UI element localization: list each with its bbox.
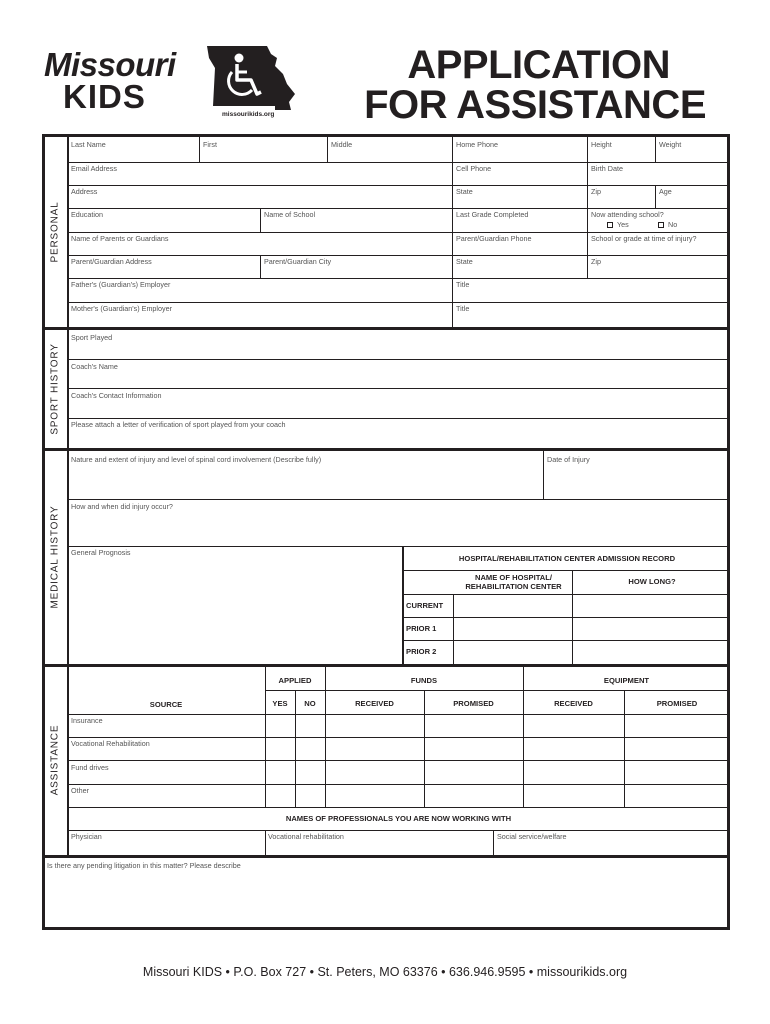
education-field[interactable]: Education — [71, 210, 103, 219]
application-form — [42, 134, 730, 930]
section-divider-medical — [42, 448, 730, 451]
equipment-promised-header: PROMISED — [656, 699, 698, 708]
father-title-field[interactable]: Title — [456, 280, 470, 289]
current-row-label: CURRENT — [406, 601, 444, 610]
nature-extent-field[interactable]: Nature and extent of injury and level of spinal cord involvement (Describe fully) — [71, 455, 322, 464]
mother-title-field[interactable]: Title — [456, 304, 470, 313]
equipment-header: EQUIPMENT — [603, 676, 650, 685]
source-row-insurance: Insurance — [71, 716, 103, 725]
footer-contact: Missouri KIDS • P.O. Box 727 • St. Peters, MO 63376 • 636.946.9595 • missourikids.org — [142, 965, 628, 979]
home-phone-field[interactable]: Home Phone — [456, 140, 498, 149]
zip-field[interactable]: Zip — [591, 187, 601, 196]
coach-name-field[interactable]: Coach's Name — [71, 362, 118, 371]
section-label-personal: PERSONAL — [49, 201, 61, 263]
height-field[interactable]: Height — [591, 140, 612, 149]
source-row-other: Other — [71, 786, 89, 795]
section-divider-sport — [42, 327, 730, 330]
guardian-zip-field[interactable]: Zip — [591, 257, 601, 266]
sport-played-field[interactable]: Sport Played — [71, 333, 113, 342]
guardian-phone-field[interactable]: Parent/Guardian Phone — [456, 234, 532, 243]
physician-field[interactable]: Physician — [71, 832, 102, 841]
social-service-field[interactable]: Social service/welfare — [497, 832, 567, 841]
page-title-line1: APPLICATION — [407, 43, 670, 87]
first-name-field[interactable]: First — [203, 140, 217, 149]
middle-name-field[interactable]: Middle — [331, 140, 353, 149]
last-grade-field[interactable]: Last Grade Completed — [456, 210, 529, 219]
address-field[interactable]: Address — [71, 187, 98, 196]
admission-record-header: HOSPITAL/REHABILITATION CENTER ADMISSION RECORD — [458, 554, 676, 563]
applied-no-header: NO — [304, 699, 316, 708]
equipment-received-header: RECEIVED — [554, 699, 593, 708]
state-field[interactable]: State — [456, 187, 473, 196]
guardian-city-field[interactable]: Parent/Guardian City — [264, 257, 332, 266]
prior2-row-label: PRIOR 2 — [406, 647, 437, 656]
date-of-injury-field[interactable]: Date of Injury — [547, 455, 590, 464]
hospital-name-header: NAME OF HOSPITAL/ REHABILITATION CENTER — [465, 573, 562, 591]
how-when-injury-field[interactable]: How and when did injury occur? — [71, 502, 173, 511]
sidebar-divider — [67, 134, 69, 856]
funds-header: FUNDS — [410, 676, 438, 685]
now-attending-label: Now attending school? — [591, 210, 664, 219]
father-employer-field[interactable]: Father's (Guardian's) Employer — [71, 280, 171, 289]
applied-header: APPLIED — [278, 676, 312, 685]
funds-promised-header: PROMISED — [453, 699, 494, 708]
guardian-address-field[interactable]: Parent/Guardian Address — [71, 257, 152, 266]
logo-kids-text: KIDS — [63, 78, 146, 115]
missouri-state-wheelchair-icon — [205, 44, 297, 112]
applied-yes-header: YES — [272, 699, 288, 708]
age-field[interactable]: Age — [659, 187, 672, 196]
mother-employer-field[interactable]: Mother's (Guardian's) Employer — [71, 304, 173, 313]
vocational-rehab-field[interactable]: Vocational rehabilitation — [268, 832, 344, 841]
attach-letter-note: Please attach a letter of verification of sport played from your coach — [71, 420, 286, 429]
source-row-fund-drives: Fund drives — [71, 763, 109, 772]
how-long-header: HOW LONG? — [628, 577, 676, 586]
section-divider-assistance — [42, 664, 730, 667]
last-name-field[interactable]: Last Name — [71, 140, 106, 149]
general-prognosis-field[interactable]: General Prognosis — [71, 548, 131, 557]
guardian-state-field[interactable]: State — [456, 257, 473, 266]
birth-date-field[interactable]: Birth Date — [591, 164, 623, 173]
email-field[interactable]: Email Address — [71, 164, 117, 173]
source-header: SOURCE — [149, 700, 183, 709]
professionals-header: NAMES OF PROFESSIONALS YOU ARE NOW WORKING WITH — [285, 814, 512, 823]
cell-phone-field[interactable]: Cell Phone — [456, 164, 492, 173]
attending-yes-checkbox[interactable]: Yes — [607, 220, 629, 229]
funds-received-header: RECEIVED — [355, 699, 394, 708]
section-label-assistance: ASSISTANCE — [49, 724, 61, 796]
school-name-field[interactable]: Name of School — [264, 210, 316, 219]
page-title-line2: FOR ASSISTANCE — [364, 83, 706, 127]
logo-missouri-text: Missouri — [44, 46, 176, 83]
section-divider-litigation — [42, 855, 730, 858]
attending-no-checkbox[interactable]: No — [658, 220, 677, 229]
parents-names-field[interactable]: Name of Parents or Guardians — [71, 234, 169, 243]
section-label-sport-history: SPORT HISTORY — [49, 343, 61, 435]
source-row-vocational-rehab: Vocational Rehabilitation — [71, 739, 150, 748]
weight-field[interactable]: Weight — [659, 140, 682, 149]
coach-contact-field[interactable]: Coach's Contact Information — [71, 391, 162, 400]
section-label-medical-history: MEDICAL HISTORY — [49, 505, 61, 609]
logo-url: missourikids.org — [222, 111, 275, 118]
school-grade-injury-field[interactable]: School or grade at time of injury? — [591, 234, 697, 243]
prior1-row-label: PRIOR 1 — [406, 624, 437, 633]
litigation-field[interactable]: Is there any pending litigation in this matter? Please describe — [47, 861, 241, 870]
